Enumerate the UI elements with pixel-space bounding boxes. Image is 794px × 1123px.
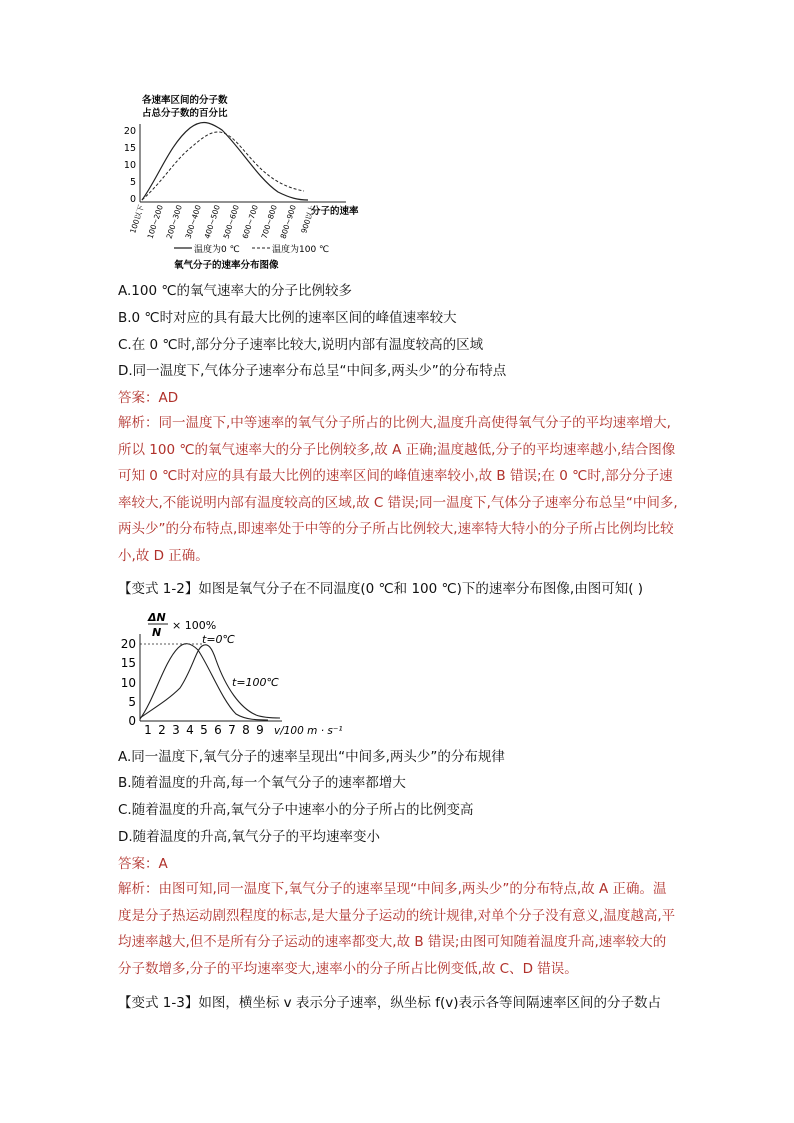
fig1-y-tick: 5: [129, 177, 136, 188]
q2-option-b: B.随着温度的升高,每一个氧气分子的速率都增大: [118, 775, 406, 791]
fig2-x-tick: 4: [186, 723, 194, 737]
fig1-x-tick: 700~800: [259, 203, 279, 240]
fig1-x-ticks: [128, 203, 317, 240]
q2-answer-label: 答案：: [118, 856, 159, 872]
fig1-y-tick: 10: [123, 160, 136, 171]
fig1-x-tick: 500~600: [221, 203, 241, 240]
q2-option-a: A.同一温度下,氧气分子的速率呈现出“中间多,两头少”的分布规律: [118, 749, 505, 765]
fig1-y-tick: 20: [123, 126, 136, 137]
fig1-x-tick: 600~700: [240, 203, 260, 240]
fig1-caption: 氧气分子的速率分布图像: [174, 260, 279, 271]
q2-explanation: 解析：由图可知,同一温度下,氧气分子的速率呈现“中间多,两头少”的分布特点,故 A 正确。温度是分子热运动剧烈程度的标志,是大量分子运动的统计规律,对单个分子没有意义,温度越高,平均速率越大,但不是所有分子运动的速率都变大,故 B 错误;由图可知随着温度升高,速率较大的分子数增多,分子的平均速率变大,速率小的分子所占比例变低,故 C、D 错误。: [118, 881, 676, 977]
figure-2-chart: [118, 604, 348, 740]
fig1-legend-solid: 温度为0 ℃: [194, 245, 240, 255]
fig1-xlabel: 分子的速率: [311, 206, 359, 217]
fig1-x-tick: 800~900: [278, 203, 298, 240]
fig2-y-tick: 5: [128, 695, 136, 709]
fig1-y-tick: 15: [123, 143, 136, 154]
fig2-x-ticks: [144, 723, 264, 737]
q2-answer: [118, 855, 168, 874]
fig2-x-tick: 5: [200, 723, 208, 737]
fig2-x-tick: 3: [172, 723, 180, 737]
fig2-y-percent: × 100%: [172, 619, 217, 632]
fig2-x-tick: 6: [214, 723, 222, 737]
q1-option-d: D.同一温度下,气体分子速率分布总呈“中间多,两头少”的分布特点: [118, 363, 507, 379]
q3-title: 【变式 1-3】如图，横坐标 v 表示分子速率，纵坐标 f(v)表示各等间隔速率区间的分子数占: [118, 995, 661, 1011]
q1-option-c: C.在 0 ℃时,部分分子速率比较大,说明内部有温度较高的区域: [118, 337, 484, 353]
q2-option-d: D.随着温度的升高,氧气分子的平均速率变小: [118, 829, 380, 845]
fig2-x-tick: 2: [158, 723, 166, 737]
fig2-label-t100: t=100℃: [232, 676, 279, 689]
fig2-y-numerator: ΔN: [148, 611, 166, 624]
figure-1-chart: [118, 92, 368, 274]
q1-option-a: A.100 ℃的氧气速率大的分子比例较多: [118, 283, 353, 299]
fig2-y-ticks: [121, 637, 136, 728]
fig1-x-tick: 300~400: [183, 203, 203, 240]
q1-answer: [118, 389, 178, 408]
q2-answer-value: A: [158, 856, 168, 872]
fig2-x-tick: 1: [144, 723, 152, 737]
q1-answer-label: 答案：: [118, 390, 159, 406]
fig1-ylabel-line2: 占总分子数的百分比: [142, 108, 228, 119]
q1-option-b: B.0 ℃时对应的具有最大比例的速率区间的峰值速率较大: [118, 310, 457, 326]
fig2-xlabel: v/100 m · s⁻¹: [274, 725, 343, 737]
fig2-y-tick: 10: [120, 676, 136, 690]
fig1-curve-100c: [142, 132, 304, 200]
fig2-y-tick: 0: [128, 714, 136, 728]
q2-option-c: C.随着温度的升高,氧气分子中速率小的分子所占的比例变高: [118, 802, 474, 818]
fig2-y-tick: 20: [120, 637, 136, 651]
fig2-y-denominator: N: [152, 626, 162, 639]
fig1-ylabel-line1: 各速率区间的分子数: [142, 95, 228, 106]
fig2-x-tick: 8: [242, 723, 250, 737]
fig2-x-tick: 7: [228, 723, 236, 737]
fig2-y-tick: 15: [120, 656, 136, 670]
q1-answer-value: AD: [158, 390, 179, 406]
fig1-x-tick: 200~300: [164, 203, 184, 240]
fig2-x-tick: 9: [256, 723, 264, 737]
fig1-y-ticks: [124, 126, 136, 205]
q2-title: 【变式 1-2】如图是氧气分子在不同温度(0 ℃和 100 ℃)下的速率分布图像,由图可知( ): [118, 581, 644, 597]
fig2-label-t0: t=0℃: [202, 633, 235, 646]
fig1-x-tick: 400~500: [202, 203, 222, 240]
fig1-x-tick: 100以下: [128, 203, 146, 235]
fig1-y-tick: 0: [129, 194, 136, 205]
fig1-x-tick: 100~200: [145, 203, 165, 240]
fig1-curve-0c: [142, 122, 308, 200]
q1-explanation: 解析：同一温度下,中等速率的氧气分子所占的比例大,温度升高使得氧气分子的平均速率增大,所以 100 ℃的氧气速率大的分子比例较多,故 A 正确;温度越低,分子的平均速率越小,结合图像可知 0 ℃时对应的具有最大比例的速率区间的峰值速率较小,故 B 错误;在 0 ℃时,部分分子速率较大,不能说明内部有温度较高的区域,故 C 错误;同一温度下,气体分子速率分布总呈“中间多,两头少”的分布特点,即速率处于中等的分子所占比例较大,速率特大特小的分子所占比例均比较小,故 D 正确。: [118, 415, 678, 564]
fig1-x-tick: 900以上: [299, 203, 317, 235]
fig1-legend-dashed: 温度为100 ℃: [272, 245, 330, 255]
